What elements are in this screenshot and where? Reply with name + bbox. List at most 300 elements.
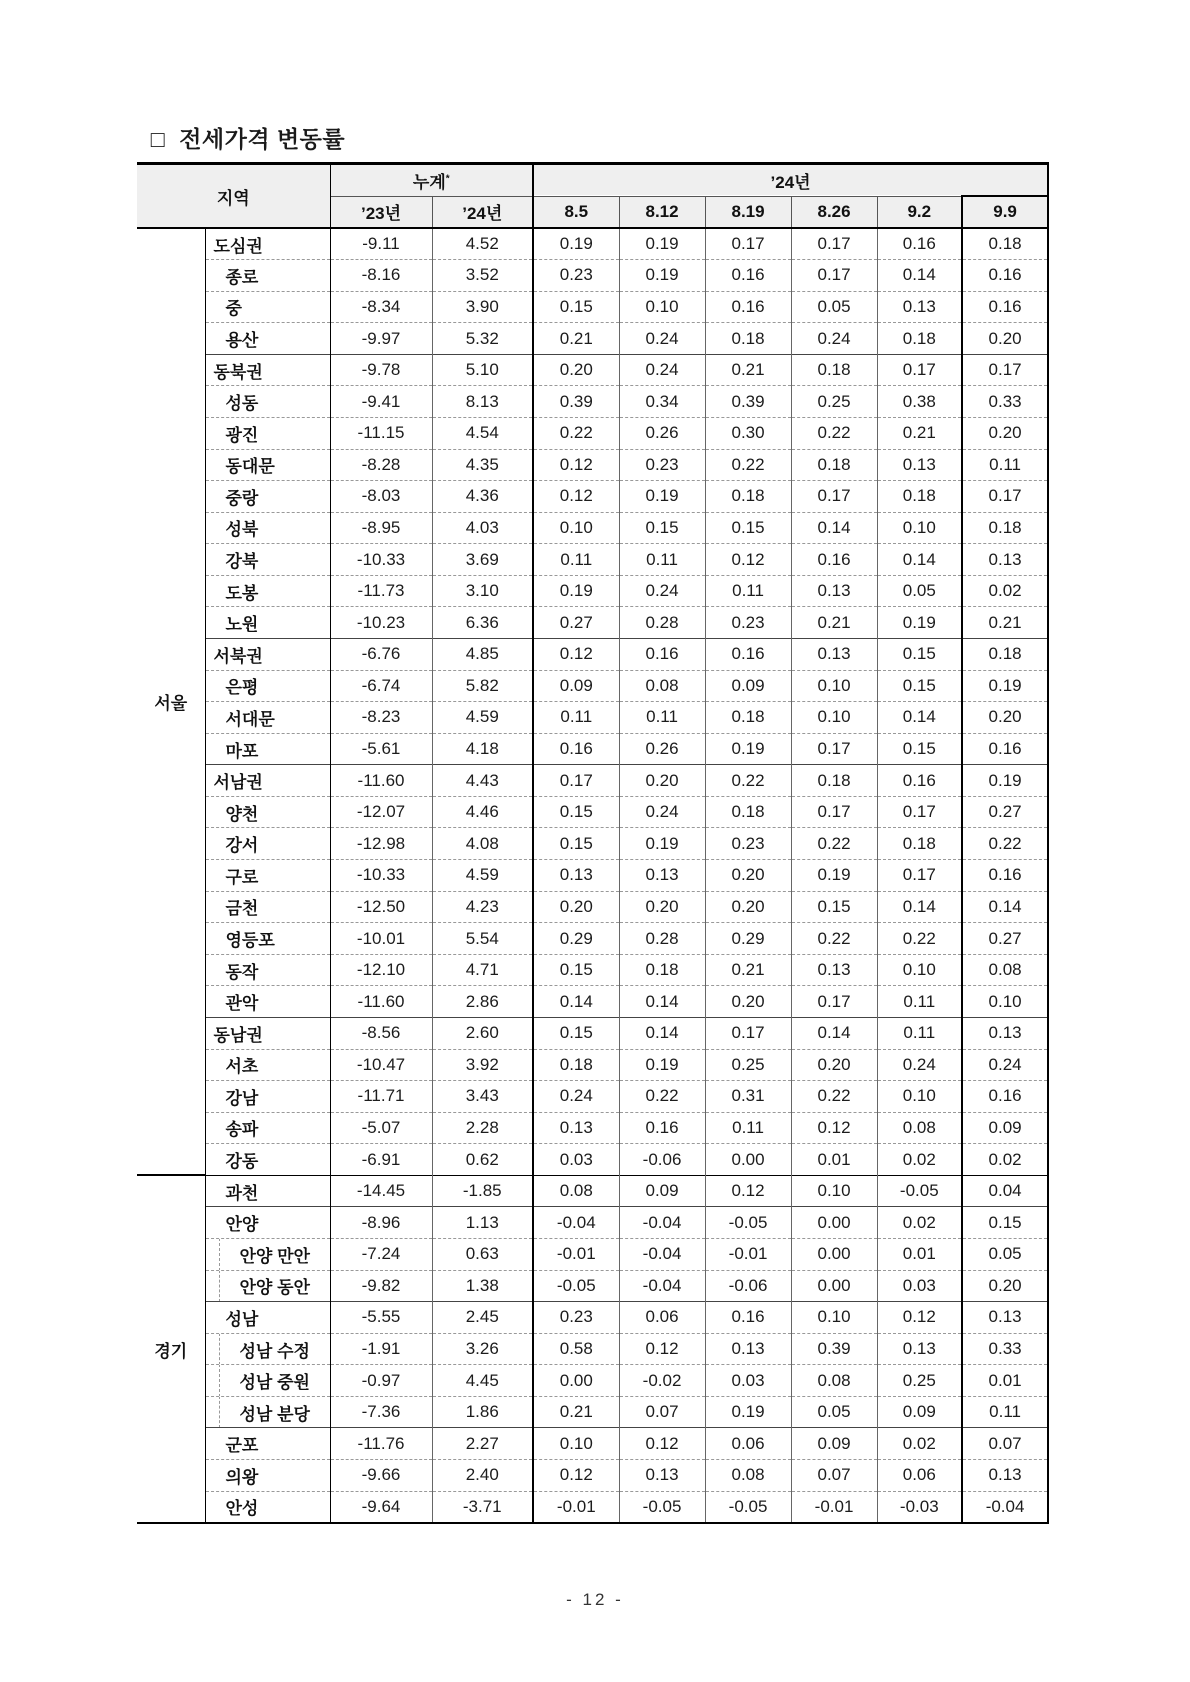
value-cell: 0.22 [705, 765, 791, 797]
value-cell: 0.17 [877, 354, 962, 386]
table-row [137, 1428, 1048, 1460]
value-cell: 0.04 [962, 1175, 1048, 1207]
value-cell: 0.18 [877, 323, 962, 355]
value-cell: 0.10 [619, 291, 705, 323]
table-row [137, 1112, 1048, 1144]
section-title [137, 94, 345, 154]
table-row [137, 1144, 1048, 1176]
value-cell: 0.19 [533, 228, 619, 260]
value-cell: 4.52 [432, 228, 533, 260]
value-cell: 0.18 [705, 702, 791, 734]
region-cell: 안양 만안 [205, 1239, 330, 1271]
header-col-date-6: 9.9 [962, 196, 1048, 228]
value-cell: 0.28 [619, 607, 705, 639]
region-cell: 서남권 [205, 765, 330, 797]
region-cell: 강북 [205, 544, 330, 576]
value-cell: -9.64 [330, 1491, 432, 1523]
table-row [137, 1017, 1048, 1049]
province-cell: 경기 [137, 1175, 205, 1522]
value-cell: 0.10 [791, 1302, 877, 1334]
value-cell: 0.22 [962, 828, 1048, 860]
value-cell: 0.22 [533, 417, 619, 449]
value-cell: -1.91 [330, 1333, 432, 1365]
value-cell: 0.24 [791, 323, 877, 355]
header-region: 지역 [137, 164, 330, 229]
value-cell: 0.14 [791, 512, 877, 544]
value-cell: 0.11 [877, 986, 962, 1018]
table-row [137, 986, 1048, 1018]
value-cell: 0.07 [619, 1396, 705, 1428]
value-cell: 0.00 [791, 1270, 877, 1302]
header-col-date-1: 8.5 [533, 196, 619, 228]
value-cell: 4.36 [432, 481, 533, 513]
value-cell: -0.97 [330, 1365, 432, 1397]
region-cell: 광진 [205, 417, 330, 449]
value-cell: 0.17 [791, 733, 877, 765]
table-row [137, 575, 1048, 607]
region-cell: 양천 [205, 796, 330, 828]
table-row [137, 1396, 1048, 1428]
value-cell: 0.15 [877, 670, 962, 702]
value-cell: -6.76 [330, 639, 432, 671]
value-cell: 0.06 [705, 1428, 791, 1460]
value-cell: 0.22 [791, 923, 877, 955]
table-row [137, 702, 1048, 734]
region-cell: 성동 [205, 386, 330, 418]
value-cell: 0.18 [533, 1049, 619, 1081]
value-cell: 0.24 [962, 1049, 1048, 1081]
table-row [137, 481, 1048, 513]
value-cell: 0.17 [791, 228, 877, 260]
value-cell: 0.27 [962, 923, 1048, 955]
value-cell: 0.17 [791, 796, 877, 828]
table-row [137, 1491, 1048, 1523]
value-cell: 0.28 [619, 923, 705, 955]
value-cell: 0.09 [962, 1112, 1048, 1144]
value-cell: 0.13 [877, 449, 962, 481]
value-cell: 5.54 [432, 923, 533, 955]
value-cell: 2.86 [432, 986, 533, 1018]
table-row [137, 449, 1048, 481]
value-cell: 0.23 [705, 828, 791, 860]
value-cell: 0.34 [619, 386, 705, 418]
value-cell: 3.90 [432, 291, 533, 323]
value-cell: -0.04 [619, 1207, 705, 1239]
value-cell: 0.00 [705, 1144, 791, 1176]
region-cell: 강동 [205, 1144, 330, 1176]
value-cell: 0.09 [877, 1396, 962, 1428]
table-row [137, 639, 1048, 671]
value-cell: 0.30 [705, 417, 791, 449]
value-cell: -9.66 [330, 1460, 432, 1492]
value-cell: 0.31 [705, 1081, 791, 1113]
value-cell: 0.13 [877, 1333, 962, 1365]
value-cell: 0.22 [705, 449, 791, 481]
value-cell: -12.50 [330, 891, 432, 923]
value-cell: -0.05 [705, 1491, 791, 1523]
value-cell: 0.27 [962, 796, 1048, 828]
value-cell: 0.16 [962, 260, 1048, 292]
table-row [137, 733, 1048, 765]
value-cell: 0.05 [791, 1396, 877, 1428]
value-cell: 0.19 [705, 733, 791, 765]
section-bullet-icon: □ [150, 126, 166, 152]
value-cell: 0.12 [619, 1333, 705, 1365]
value-cell: 0.22 [791, 828, 877, 860]
value-cell: 0.23 [533, 1302, 619, 1334]
value-cell: 0.58 [533, 1333, 619, 1365]
value-cell: 0.13 [962, 1017, 1048, 1049]
value-cell: 1.86 [432, 1396, 533, 1428]
value-cell: -6.74 [330, 670, 432, 702]
value-cell: 0.19 [619, 481, 705, 513]
value-cell: 0.16 [962, 291, 1048, 323]
value-cell: 0.16 [962, 733, 1048, 765]
value-cell: 0.29 [533, 923, 619, 955]
value-cell: -9.82 [330, 1270, 432, 1302]
value-cell: 0.16 [619, 639, 705, 671]
value-cell: -0.04 [533, 1207, 619, 1239]
value-cell: -3.71 [432, 1491, 533, 1523]
value-cell: 0.07 [791, 1460, 877, 1492]
region-cell: 노원 [205, 607, 330, 639]
value-cell: 0.09 [791, 1428, 877, 1460]
value-cell: 0.16 [533, 733, 619, 765]
header-col-date-5: 9.2 [877, 196, 962, 228]
value-cell: -8.96 [330, 1207, 432, 1239]
value-cell: 0.13 [877, 291, 962, 323]
value-cell: 5.82 [432, 670, 533, 702]
value-cell: -11.15 [330, 417, 432, 449]
value-cell: 0.18 [877, 828, 962, 860]
table-row [137, 1333, 1048, 1365]
region-cell: 서초 [205, 1049, 330, 1081]
value-cell: 0.24 [533, 1081, 619, 1113]
region-cell: 군포 [205, 1428, 330, 1460]
value-cell: 1.38 [432, 1270, 533, 1302]
value-cell: 0.20 [533, 354, 619, 386]
value-cell: -0.01 [705, 1239, 791, 1271]
value-cell: 0.15 [705, 512, 791, 544]
value-cell: 0.06 [619, 1302, 705, 1334]
value-cell: 0.20 [962, 1270, 1048, 1302]
region-cell: 서대문 [205, 702, 330, 734]
value-cell: 8.13 [432, 386, 533, 418]
value-cell: -0.05 [877, 1175, 962, 1207]
region-cell: 금천 [205, 891, 330, 923]
value-cell: -8.34 [330, 291, 432, 323]
value-cell: 4.23 [432, 891, 533, 923]
value-cell: 0.18 [791, 449, 877, 481]
value-cell: 5.32 [432, 323, 533, 355]
table-row [137, 512, 1048, 544]
value-cell: 0.12 [705, 1175, 791, 1207]
value-cell: -0.04 [619, 1270, 705, 1302]
value-cell: 0.15 [533, 828, 619, 860]
value-cell: 4.08 [432, 828, 533, 860]
value-cell: 0.11 [533, 702, 619, 734]
value-cell: 4.71 [432, 954, 533, 986]
header-col-date-4: 8.26 [791, 196, 877, 228]
value-cell: 0.18 [705, 323, 791, 355]
value-cell: 3.43 [432, 1081, 533, 1113]
value-cell: 0.06 [877, 1460, 962, 1492]
value-cell: -0.05 [619, 1491, 705, 1523]
value-cell: 0.17 [791, 260, 877, 292]
value-cell: 0.02 [877, 1144, 962, 1176]
value-cell: 0.20 [962, 417, 1048, 449]
value-cell: -0.05 [705, 1207, 791, 1239]
value-cell: 0.20 [705, 986, 791, 1018]
value-cell: 0.13 [791, 954, 877, 986]
value-cell: 0.39 [533, 386, 619, 418]
value-cell: 0.18 [791, 765, 877, 797]
value-cell: 0.08 [705, 1460, 791, 1492]
value-cell: 0.02 [962, 1144, 1048, 1176]
value-cell: 0.19 [877, 607, 962, 639]
value-cell: 0.24 [619, 575, 705, 607]
value-cell: 0.18 [791, 354, 877, 386]
value-cell: -9.78 [330, 354, 432, 386]
value-cell: 0.21 [791, 607, 877, 639]
value-cell: 0.12 [619, 1428, 705, 1460]
value-cell: 0.11 [705, 1112, 791, 1144]
value-cell: 0.08 [962, 954, 1048, 986]
value-cell: 0.00 [533, 1365, 619, 1397]
region-cell: 용산 [205, 323, 330, 355]
value-cell: 0.21 [533, 1396, 619, 1428]
value-cell: 0.02 [962, 575, 1048, 607]
table-row [137, 1365, 1048, 1397]
value-cell: 0.03 [705, 1365, 791, 1397]
value-cell: 0.19 [791, 860, 877, 892]
region-cell: 의왕 [205, 1460, 330, 1492]
value-cell: 0.17 [705, 1017, 791, 1049]
value-cell: -11.73 [330, 575, 432, 607]
value-cell: -10.23 [330, 607, 432, 639]
value-cell: 0.11 [962, 1396, 1048, 1428]
value-cell: 0.23 [619, 449, 705, 481]
value-cell: 0.62 [432, 1144, 533, 1176]
value-cell: -11.71 [330, 1081, 432, 1113]
value-cell: 0.07 [962, 1428, 1048, 1460]
region-cell: 성남 분당 [205, 1396, 330, 1428]
value-cell: 0.18 [877, 481, 962, 513]
value-cell: -8.95 [330, 512, 432, 544]
value-cell: 0.19 [705, 1396, 791, 1428]
value-cell: -8.16 [330, 260, 432, 292]
value-cell: 0.10 [791, 702, 877, 734]
value-cell: -11.60 [330, 765, 432, 797]
table-row [137, 1081, 1048, 1113]
header-col-year24: ’24년 [432, 196, 533, 228]
value-cell: 0.01 [962, 1365, 1048, 1397]
value-cell: 0.21 [877, 417, 962, 449]
page-number: - 12 - [566, 1590, 624, 1609]
value-cell: 4.43 [432, 765, 533, 797]
province-cell: 서울 [137, 228, 205, 1175]
value-cell: 0.20 [705, 891, 791, 923]
value-cell: -8.28 [330, 449, 432, 481]
value-cell: -0.06 [705, 1270, 791, 1302]
value-cell: 0.18 [619, 954, 705, 986]
value-cell: 0.19 [619, 1049, 705, 1081]
value-cell: 0.21 [705, 354, 791, 386]
value-cell: -1.85 [432, 1175, 533, 1207]
value-cell: 4.18 [432, 733, 533, 765]
value-cell: -0.06 [619, 1144, 705, 1176]
region-cell: 종로 [205, 260, 330, 292]
table-row [137, 417, 1048, 449]
value-cell: 0.12 [791, 1112, 877, 1144]
value-cell: 0.24 [619, 354, 705, 386]
value-cell: 0.16 [705, 291, 791, 323]
value-cell: 0.14 [877, 544, 962, 576]
value-cell: 4.54 [432, 417, 533, 449]
table-row [137, 1049, 1048, 1081]
value-cell: 0.38 [877, 386, 962, 418]
value-cell: 0.16 [962, 860, 1048, 892]
region-cell: 강남 [205, 1081, 330, 1113]
header-col-year23: ’23년 [330, 196, 432, 228]
value-cell: 0.63 [432, 1239, 533, 1271]
value-cell: 0.15 [791, 891, 877, 923]
value-cell: -10.33 [330, 860, 432, 892]
value-cell: 0.18 [962, 228, 1048, 260]
table-row [137, 1207, 1048, 1239]
value-cell: 0.25 [877, 1365, 962, 1397]
value-cell: 0.13 [533, 1112, 619, 1144]
value-cell: 0.12 [533, 449, 619, 481]
region-cell: 안양 [205, 1207, 330, 1239]
value-cell: 0.14 [962, 891, 1048, 923]
value-cell: 0.17 [791, 481, 877, 513]
value-cell: 0.01 [877, 1239, 962, 1271]
value-cell: 0.15 [877, 639, 962, 671]
value-cell: 0.39 [705, 386, 791, 418]
region-cell: 동대문 [205, 449, 330, 481]
value-cell: 0.25 [791, 386, 877, 418]
value-cell: 0.29 [705, 923, 791, 955]
value-cell: 0.19 [962, 670, 1048, 702]
value-cell: 0.24 [619, 796, 705, 828]
value-cell: -12.10 [330, 954, 432, 986]
table-row [137, 860, 1048, 892]
value-cell: 0.13 [705, 1333, 791, 1365]
table-row [137, 1460, 1048, 1492]
value-cell: 0.10 [791, 1175, 877, 1207]
value-cell: 0.33 [962, 386, 1048, 418]
value-cell: 0.08 [791, 1365, 877, 1397]
value-cell: 0.15 [962, 1207, 1048, 1239]
value-cell: 2.60 [432, 1017, 533, 1049]
table-row [137, 828, 1048, 860]
value-cell: 0.10 [962, 986, 1048, 1018]
value-cell: 0.12 [705, 544, 791, 576]
value-cell: 0.15 [533, 291, 619, 323]
region-cell: 은평 [205, 670, 330, 702]
value-cell: -0.03 [877, 1491, 962, 1523]
value-cell: 0.11 [877, 1017, 962, 1049]
value-cell: 0.10 [533, 1428, 619, 1460]
region-cell: 성남 중원 [205, 1365, 330, 1397]
region-cell: 성남 [205, 1302, 330, 1334]
value-cell: 0.17 [533, 765, 619, 797]
value-cell: -8.23 [330, 702, 432, 734]
value-cell: 4.59 [432, 702, 533, 734]
value-cell: 0.16 [877, 765, 962, 797]
value-cell: 0.12 [533, 1460, 619, 1492]
value-cell: 0.25 [705, 1049, 791, 1081]
value-cell: 0.15 [877, 733, 962, 765]
value-cell: 0.17 [962, 354, 1048, 386]
value-cell: 0.14 [877, 702, 962, 734]
value-cell: 0.22 [791, 417, 877, 449]
value-cell: 6.36 [432, 607, 533, 639]
table-row [137, 260, 1048, 292]
value-cell: 0.13 [962, 544, 1048, 576]
value-cell: -11.60 [330, 986, 432, 1018]
value-cell: 0.05 [877, 575, 962, 607]
value-cell: -11.76 [330, 1428, 432, 1460]
value-cell: 0.17 [791, 986, 877, 1018]
value-cell: -0.05 [533, 1270, 619, 1302]
value-cell: -5.55 [330, 1302, 432, 1334]
value-cell: 0.11 [533, 544, 619, 576]
value-cell: 5.10 [432, 354, 533, 386]
value-cell: 0.15 [533, 796, 619, 828]
cumulative-label: 누계 [412, 172, 446, 192]
region-cell: 성북 [205, 512, 330, 544]
value-cell: 0.03 [533, 1144, 619, 1176]
value-cell: 0.14 [619, 1017, 705, 1049]
value-cell: 0.16 [877, 228, 962, 260]
table-row [137, 1175, 1048, 1207]
value-cell: -8.56 [330, 1017, 432, 1049]
region-cell: 동남권 [205, 1017, 330, 1049]
region-cell: 중랑 [205, 481, 330, 513]
value-cell: 0.20 [962, 323, 1048, 355]
value-cell: 0.39 [791, 1333, 877, 1365]
section-title-text: 전세가격 변동률 [179, 126, 346, 152]
value-cell: -6.91 [330, 1144, 432, 1176]
region-cell: 구로 [205, 860, 330, 892]
value-cell: 0.00 [791, 1239, 877, 1271]
value-cell: -0.01 [533, 1491, 619, 1523]
value-cell: 0.08 [877, 1112, 962, 1144]
value-cell: 0.26 [619, 733, 705, 765]
value-cell: 0.05 [962, 1239, 1048, 1271]
value-cell: -10.47 [330, 1049, 432, 1081]
value-cell: 0.08 [533, 1175, 619, 1207]
value-cell: -0.01 [791, 1491, 877, 1523]
value-cell: 0.10 [877, 512, 962, 544]
value-cell: -5.61 [330, 733, 432, 765]
region-cell: 영등포 [205, 923, 330, 955]
value-cell: 0.20 [705, 860, 791, 892]
value-cell: 0.24 [877, 1049, 962, 1081]
value-cell: 0.17 [705, 228, 791, 260]
value-cell: 0.24 [619, 323, 705, 355]
table-row [137, 1302, 1048, 1334]
value-cell: -5.07 [330, 1112, 432, 1144]
region-cell: 중 [205, 291, 330, 323]
value-cell: 0.13 [619, 860, 705, 892]
value-cell: 0.13 [791, 575, 877, 607]
table-row [137, 386, 1048, 418]
table-row [137, 1239, 1048, 1271]
value-cell: 0.33 [962, 1333, 1048, 1365]
